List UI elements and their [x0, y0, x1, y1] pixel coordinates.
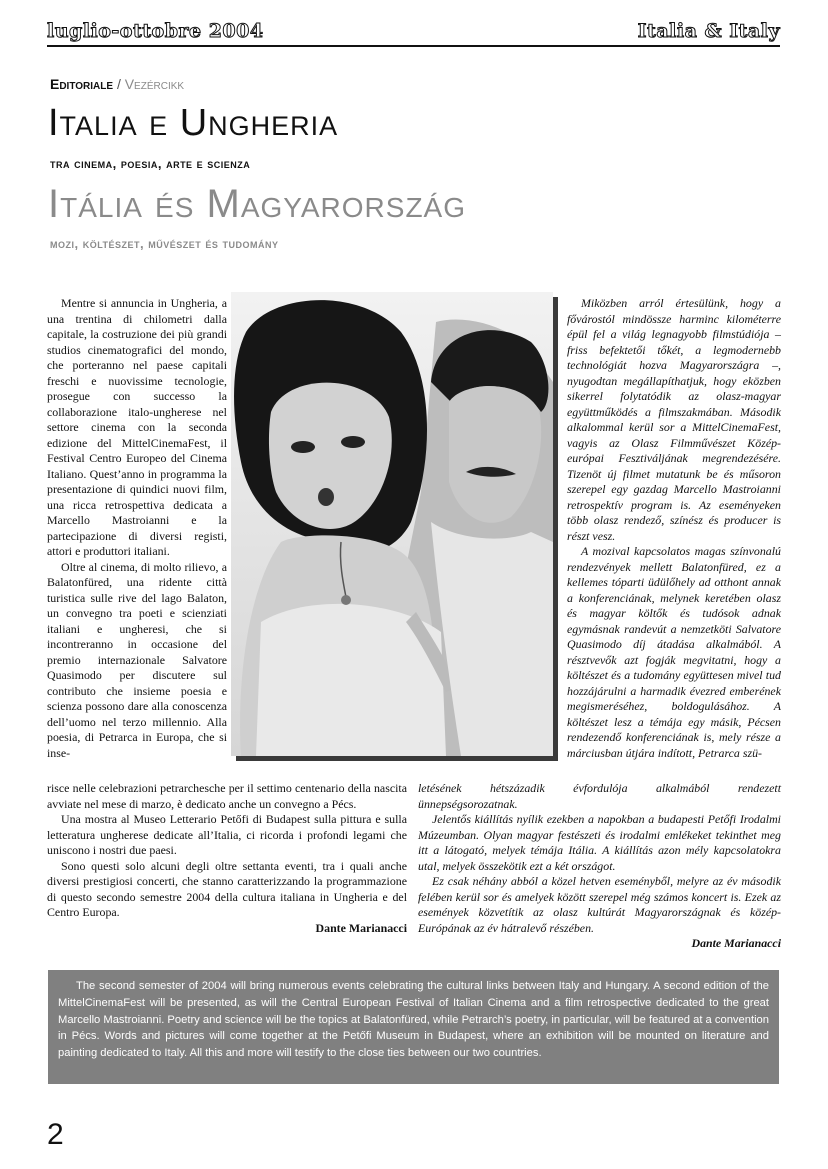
paragraph: Una mostra al Museo Letterario Petőfi di Budapest sulla pittura e sulla letteratura ungherese dedicate all’Italia, ci ricorda i profondi legami che uniscono i nostri due paesi.: [47, 812, 407, 857]
italian-text-top: [47, 296, 227, 761]
magazine-title: Italia & Italy: [637, 20, 780, 42]
paragraph: risce nelle celebrazioni petrarchesche per il settimo centenario della nascita avviate nel mese di marzo, è dedicato anche un convegno a Pécs.: [47, 781, 407, 811]
paragraph: Oltre al cinema, di molto rilievo, a Balatonfüred, una ridente città turistica sulle rive del lago Balaton, un convegno tra poeti e scienziati italiani e ungheresi, che si incontreranno in occasione del premio internazionale Salvatore Quasimodo per discutere sul contributo che insieme poesia e scienza possono dare alla conoscenza dell’uomo nel terzo millennio. Alla poesia, di Petrarca in Europa, che si inse-: [47, 559, 227, 760]
kicker-separator: /: [116, 76, 121, 92]
kicker-it: Editoriale: [50, 76, 114, 92]
title-hungarian: Itália és Magyarország: [48, 182, 467, 226]
paragraph: Sono questi solo alcuni degli oltre settanta eventi, tra i quali anche diversi prestigiosi concerti, che stanno caratterizzando la programmazione di questo secondo semestre 2004 della cultura italiana in Ungheria e del Centro Europa.: [47, 858, 407, 919]
italian-text-bottom: [47, 781, 407, 936]
page-number: 2: [47, 1118, 64, 1151]
hungarian-text-top: [567, 296, 781, 761]
subtitle-italian: tra cinema, poesia, arte e scienza: [50, 156, 251, 171]
english-summary: The second semester of 2004 will bring numerous events celebrating the cultural links between Italy and Hungary. A second edition of the MittelCinemaFest will be presented, as will the Central European Festival of Italian Cinema and a film retrospective dedicated to the great Marcello Mastroianni. Poetry and science will be the topics at Balatonfüred, while Petrarch’s poetry, in particular, will be featured at a convention in Pécs. Words and pictures will come together at the Petőfi Museum in Budapest, where an exhibition will be mounted on literature and painting dedicated to Italy. All this and more will testify to the close ties between our two countries.: [58, 980, 769, 1060]
paragraph: Mentre si annuncia in Ungheria, a una trentina di chilometri dalla capitale, la costruzione dei più grandi studios cinematografici del mondo, che porteranno nel paese capitali freschi e nuovissime tecnologie, prosegue con successo la collaborazione italo-ungherese nel settore cinema con la seconda edizione del MittelCinemaFest, il Festival Centro Europeo del Cinema Italiano. Quest’anno in programma la presentazione di quindici nuovi film, una ricca retrospettiva dedicata a Marcello Mastroianni e la partecipazione di diversi registi, attori e produttori italiani.: [47, 296, 227, 558]
issue-date: luglio-ottobre 2004: [47, 20, 264, 42]
kicker-hu: Vezércikk: [124, 76, 185, 92]
paragraph: Ez csak néhány abból a közel hetven eseményből, melyre az év második felében kerül sor és amelyek között szerepel még számos koncert is. Ezek az események közvetítik az olasz kultúrát Magyarországnak és közép-Európának az év hátralevő részében.: [418, 874, 781, 935]
paragraph: letésének hétszázadik évfordulója alkalmából rendezett ünnepségsorozatnak.: [418, 781, 781, 811]
paragraph: Miközben arról értesülünk, hogy a fővárostól mindössze harminc kilométerre épül fel a világ legnagyobb filmstúdiója – friss befektetői tőkét, a legmodernebb technológiát hozva Magyarországra –, nyugodtan megállapíthatjuk, hogy eközben sikerrel folytatódik az olasz-magyar együttműködés a filmszakmában. Második alkalommal kerül sor a MittelCinemaFest, vagyis az Olasz Filmművészet Közép-európai Fesztiváljának megrendezésére. Tizenöt új filmet mutatunk be és műsoron szerepel egy gazdag Marcello Mastroianni retrospektív program is. Az eseményeken több olasz rendező, színész és producer is részt vesz.: [567, 296, 781, 543]
paragraph: A mozival kapcsolatos magas színvonalú rendezvények mellett Balatonfüred, ez a kellemes tóparti üdülőhely ad otthont annak a konferenciának, melynek keretében olasz és magyar költők és tudósok adnak egymásnak randevút a nemzetköti Salvatore Quasimodo díj átadása alkalmából. A résztvevők azt fogják megvitatni, hogy a költészet és a tudomány együttesen mivel tud hozzájárulni a harmadik évezred emberének megismeréséhez, boldogulásához. A költészet lesz a témája egy másik, Pécsen rendezendő konferenciának is, mely része a márciusban útjára indított, Petrarca szü-: [567, 544, 781, 760]
header-rule: [47, 45, 780, 47]
film-still-photo: [231, 292, 553, 756]
author-signature: Dante Marianacci: [691, 936, 781, 950]
hungarian-text-bottom: [418, 781, 781, 952]
title-italian: Italia e Ungheria: [48, 102, 339, 144]
english-summary-box: [48, 970, 779, 1084]
author-signature: Dante Marianacci: [315, 920, 407, 935]
subtitle-hungarian: mozi, költészet, művészet és tudomány: [50, 236, 279, 251]
section-kicker: [50, 76, 184, 92]
paragraph: Jelentős kiállítás nyílik ezekben a napokban a budapesti Petőfi Irodalmi Múzeumban. Olyan magyar festészeti és irodalmi emlékeket tekinthet meg itt a látogató, melyek témája Itália. A kiállítás azon mély kapcsolatokra utal, melyek összekötik ezt a két országot.: [418, 812, 781, 873]
